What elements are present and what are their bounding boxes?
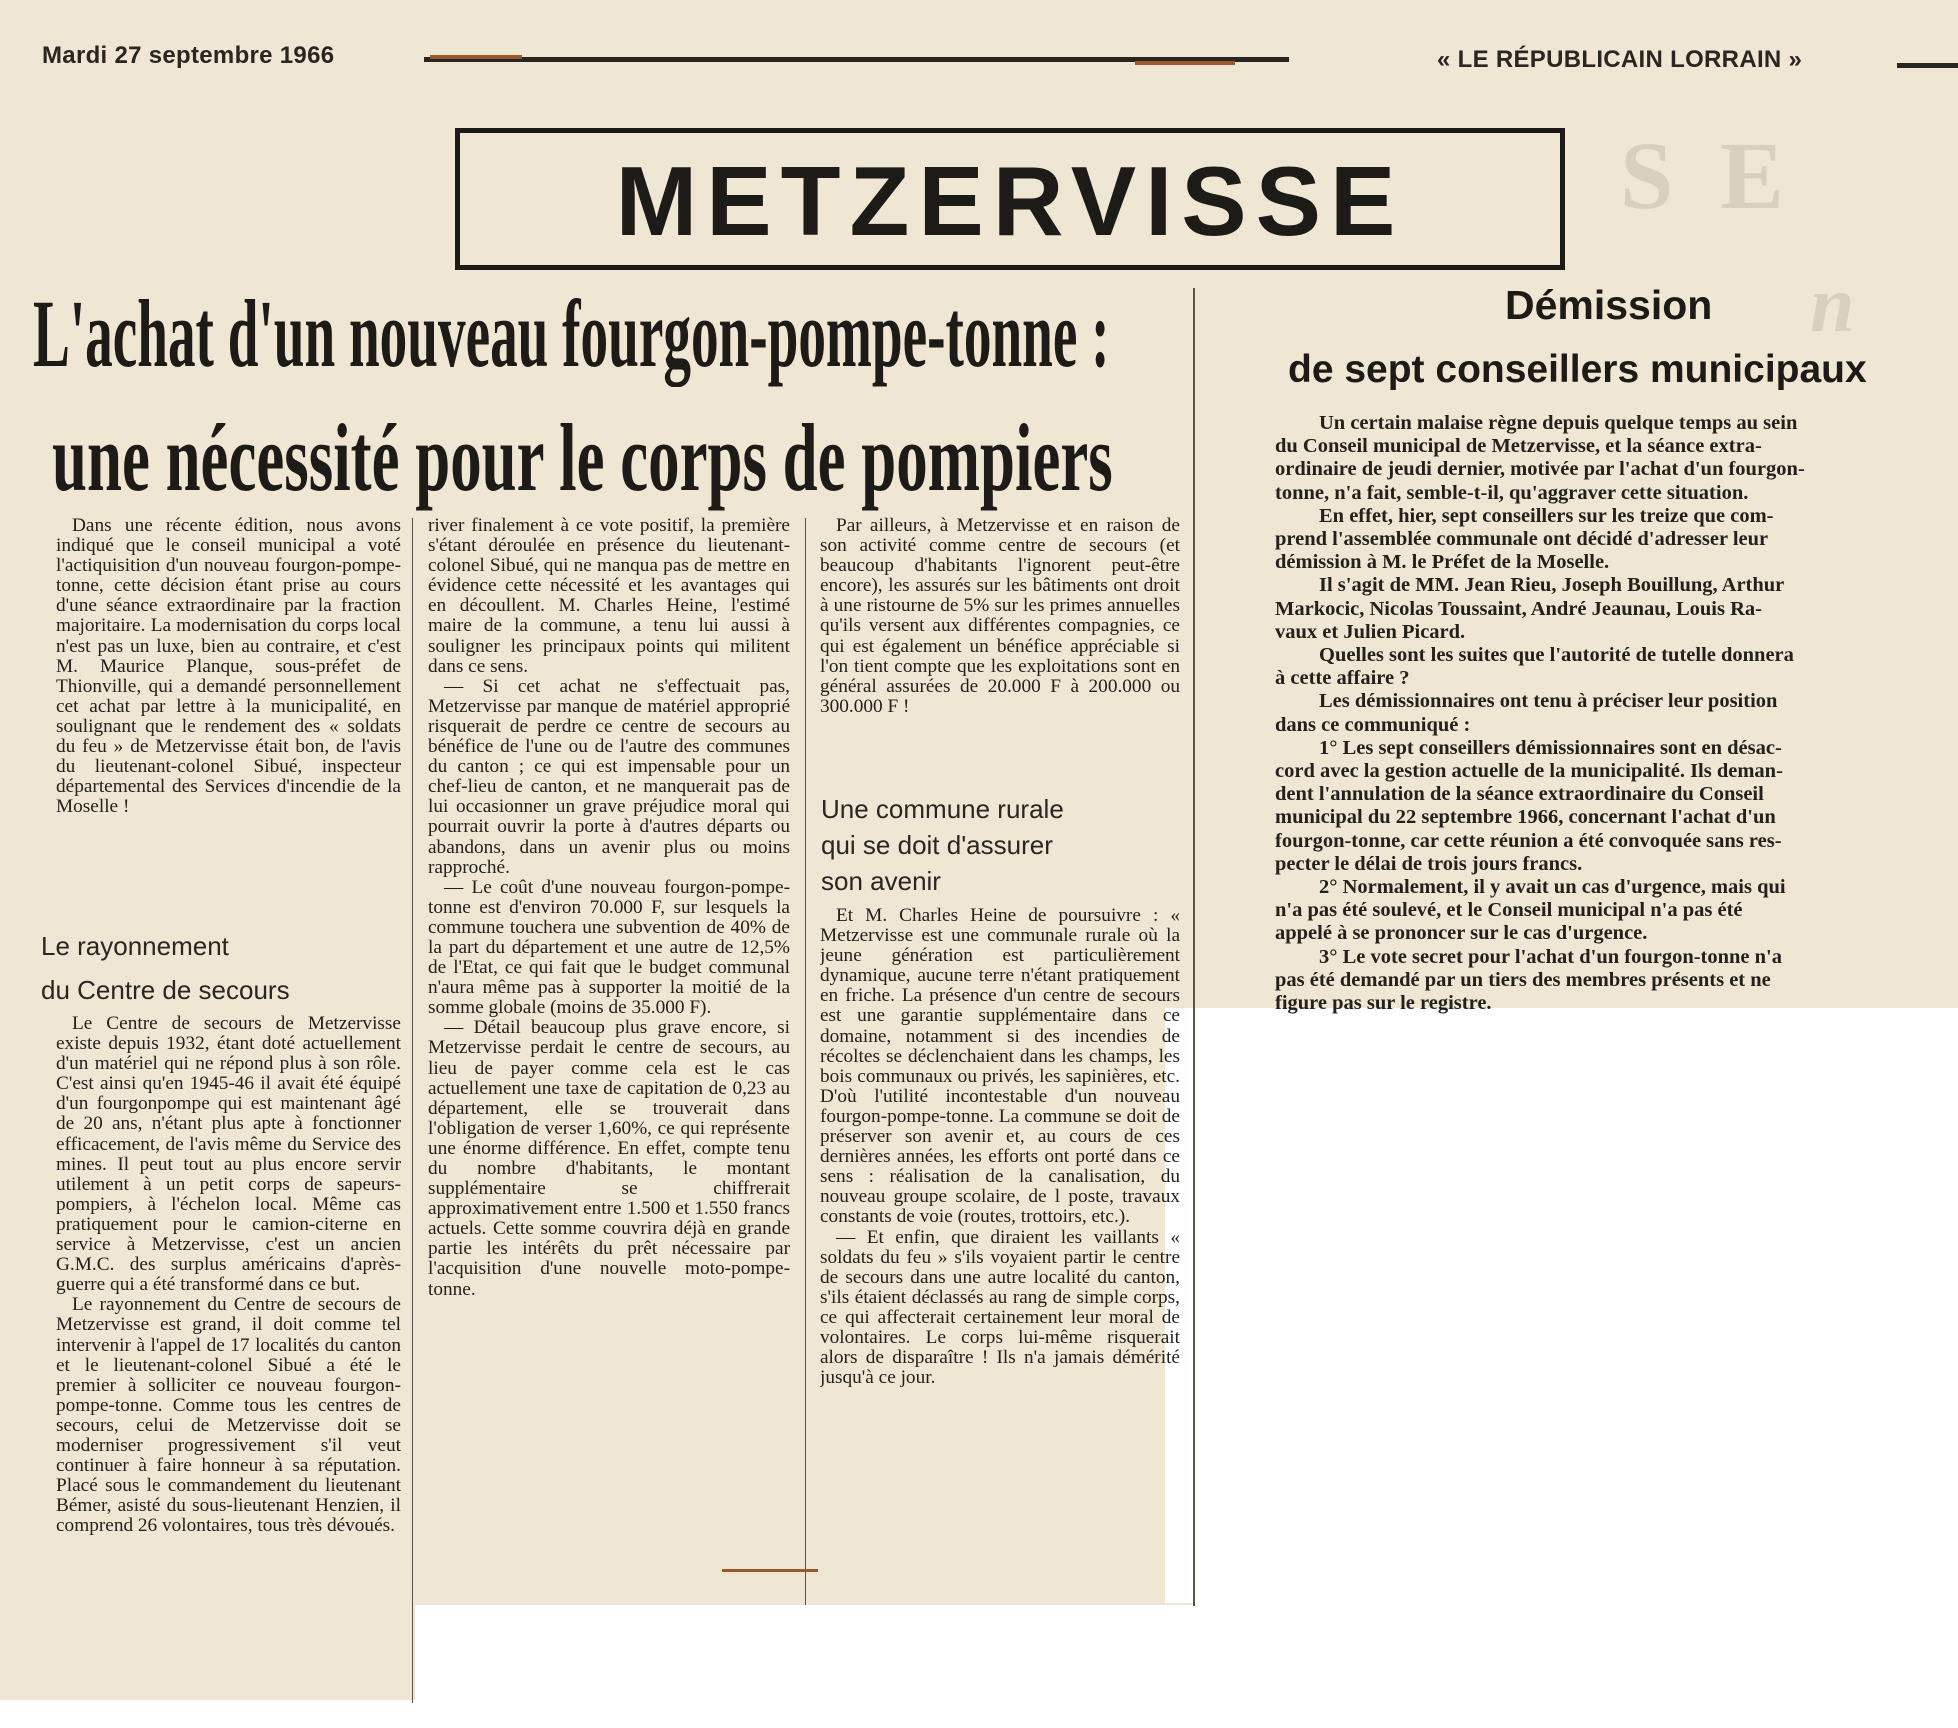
subheading-line: Le rayonnement xyxy=(41,931,229,961)
text-line: vaux et Julien Picard. xyxy=(1275,620,1466,643)
article-column-2 xyxy=(428,516,790,1581)
bleed-through-print: E xyxy=(1720,122,1785,229)
subheading-line: du Centre de secours xyxy=(41,975,290,1005)
paragraph: — Détail beaucoup plus grave encore, si Metzervisse perdait le centre de secours, au lieu de payer comme cela est le cas actuellement une taxe de capitation de 0,23 au département, elle se trouverait dans l'obligation de verser 1,60%, ce qui représente une énorme différence. En effet, compte tenu du nombre d'habitants, le montant supplémentaire se chiffrerait approximativement entre 1.500 et 1.550 francs actuels. Cette somme couvrira déjà en grande partie les intérêts du prêt nécessaire par l'acquisition d'une nouvelle moto-pompe-tonne. xyxy=(428,1017,790,1300)
text-line: prend l'assemblée communale ont décidé d'adresser leur xyxy=(1275,528,1769,551)
text-line: Il s'agit de MM. Jean Rieu, Joseph Bouillung, Arthur xyxy=(1319,574,1785,597)
subheading-commune-rurale xyxy=(821,791,1064,899)
text-line: cord avec la gestion actuelle de la municipalité. Ils deman- xyxy=(1275,760,1783,783)
subheading-line: qui se doit d'assurer xyxy=(821,830,1053,860)
side-article-body xyxy=(1275,412,1958,1015)
text-line: fourgon-tonne, car cette réunion a été convoquée sans res- xyxy=(1275,829,1782,852)
text-line: 1° Les sept conseillers démissionnaires sont en désac- xyxy=(1319,736,1782,759)
side-headline-line2: de sept conseillers municipaux xyxy=(1288,348,1867,391)
text-line: pas été demandé par un tiers des membres présents et ne xyxy=(1275,968,1771,991)
bleed-through-print: S xyxy=(1620,122,1674,229)
text-line: tonne, n'a fait, semble-t-il, qu'aggraver cette situation. xyxy=(1275,481,1749,504)
column-divider xyxy=(1193,288,1195,1606)
text-line: ordinaire de jeudi dernier, motivée par l'achat d'un fourgon- xyxy=(1275,458,1805,481)
text-line: à cette affaire ? xyxy=(1275,667,1410,690)
issue-date: Mardi 27 septembre 1966 xyxy=(42,42,335,69)
paragraph: — Si cet achat ne s'effectuait pas, Metzervisse par manque de matériel approprié risquerait de perdre ce centre de secours au bénéfice de l'une ou de l'autre des communes du canton ; ce qui est impensable pour un chef-lieu de canton, et ne manquerait pas de lui occasionner un grave préjudice moral qui pourrait ouvrir la porte à d'autres départs ou abandons, dans un avenir plus ou moins rapproché. xyxy=(428,675,790,878)
paragraph: — Le coût d'une nouveau fourgon-pompe-tonne est d'environ 70.000 F, sur lesquels la commune touchera une subvention de 40% de la part du département et une autre de 12,5% de l'Etat, ce qui fait que le budget communal n'aura même pas à supporter la moitié de la somme globale (moins de 35.000 F). xyxy=(428,876,790,1019)
tape-mark xyxy=(430,55,522,59)
side-headline-line1: Démission xyxy=(1505,282,1713,328)
article-column-1-intro xyxy=(56,516,401,817)
paragraph: Le Centre de secours de Metzervisse existe depuis 1932, étant doté actuellement d'un matériel qui ne répond plus à son rôle. C'est ainsi qu'en 1945-46 il avait été équipé d'un fourgonpompe qui est maintenant âgé de 20 ans, n'étant plus apte à fonctionner efficacement, de l'avis même du Service des mines. Il peut tout au plus encore servir utilement à un petit corps de sapeurs-pompiers, à l'échelon local. Même cas pratiquement pour le camion-citerne en service à Metzervisse, c'est un ancien G.M.C. des surplus américains d'après-guerre qui a été transformé dans ce but. xyxy=(56,1014,401,1296)
column-divider xyxy=(412,518,413,1703)
paragraph: Dans une récente édition, nous avons indiqué que le conseil municipal a voté l'actiquisition d'un nouveau fourgon-pompe-tonne, cette décision étant prise au cours d'une séance extraordinaire par la fraction majoritaire. La modernisation du corps local n'est pas un luxe, bien au contraire, et c'est M. Maurice Planque, sous-préfet de Thionville, qui a demandé personnellement cet achat par lettre à la municipalité, en soulignant que le rendement des « soldats du feu » de Metzervisse était bon, de l'avis du lieutenant-colonel Sibué, inspecteur départemental des Services d'incendie de la Moselle ! xyxy=(56,515,401,818)
text-line: municipal du 22 septembre 1966, concernant l'achat d'un xyxy=(1275,806,1776,829)
text-line: Markocic, Nicolas Toussaint, André Jeaunau, Louis Ra- xyxy=(1275,597,1762,620)
subheading-line: son avenir xyxy=(821,866,941,896)
text-line: du Conseil municipal de Metzervisse, et la séance extra- xyxy=(1275,435,1762,458)
column-divider xyxy=(805,518,806,1605)
paragraph: Le rayonnement du Centre de secours de Metzervisse est grand, il doit comme tel intervenir à l'appel de 17 localités du canton et le lieutenant-colonel Sibué a été le premier à solliciter ce nouveau fourgon-pompe-tonne. Comme tous les centres de secours, celui de Metzervisse doit se moderniser progressivement s'il veut continuer à faire honneur à sa réputation. Placé sous le commandement du lieutenant Bémer, asisté du sous-lieutenant Henzien, il comprend 26 volontaires, tous très dévoués. xyxy=(56,1294,401,1537)
section-title: METZERVISSE xyxy=(615,146,1405,256)
blank-background-corner xyxy=(0,1700,415,1728)
text-line: pecter le délai de trois jours francs. xyxy=(1275,852,1583,875)
paragraph: river finalement à ce vote positif, la première s'étant déroulée en présence du lieutenant-colonel Sibué, qui ne manqua pas de mettre en évidence cette nécessité et les avantages qui en découllent. M. Charles Heine, l'estimé maire de la commune, a tenu lui aussi à souligner les principaux points qui militent dans ce sens. xyxy=(428,516,790,677)
text-line: démission à M. le Préfet de la Moselle. xyxy=(1275,551,1610,574)
main-headline-line2: une nécessité pour le corps de pompiers xyxy=(52,404,1113,511)
masthead-rule-right xyxy=(1897,63,1958,68)
text-line: 3° Le vote secret pour l'achat d'un fourgon-tonne n'a xyxy=(1319,945,1783,968)
text-line: n'a pas été soulevé, et le Conseil municipal n'a pas été xyxy=(1275,899,1743,922)
paragraph: — Et enfin, que diraient les vaillants « soldats du feu » s'ils voyaient partir le centre de secours dans une autre localité du canton, s'ils étaient déclassés au rang de simple corps, ce qui affecterait certainement leur moral de volontaires. Le corps lui-même risquerait alors de disparaître ! Ils n'a jamais démérité jusqu'à ce jour. xyxy=(820,1226,1180,1389)
article-column-3-top xyxy=(820,516,1180,717)
text-line: 2° Normalement, il y avait un cas d'urgence, mais qui xyxy=(1319,876,1786,899)
text-line: appelé à se prononcer sur le cas d'urgence. xyxy=(1275,922,1648,945)
bleed-through-print: n xyxy=(1810,261,1855,349)
text-line: Un certain malaise règne depuis quelque temps au sein xyxy=(1319,412,1798,434)
blank-background xyxy=(1195,1008,1958,1728)
text-line: En effet, hier, sept conseillers sur les treize que com- xyxy=(1319,504,1774,527)
text-line: figure pas sur le registre. xyxy=(1275,992,1492,1015)
tape-mark xyxy=(1135,61,1235,65)
text-line: dent l'annulation de la séance extraordinaire du Conseil xyxy=(1275,783,1764,806)
text-line: Quelles sont les suites que l'autorité de tutelle donnera xyxy=(1319,644,1794,667)
section-title-box xyxy=(455,128,1565,270)
paragraph: Et M. Charles Heine de poursuivre : « Metzervisse est une communale rurale où la jeune génération est particulièrement dynamique, aucune terre n'étant pratiquement en friche. La présence d'un centre de secours est une garantie supplémentaire dans ce domaine, notamment si des incendies de récoltes se déclenchaient dans les champs, les bois communaux ou privés, les sapinières, etc. D'où l'utilité incontestable d'un nouveau fourgon-pompe-tonne. La commune se doit de préserver son avenir et, au cours de ces dernières années, les efforts ont porté dans ce sens : réalisation de la canalisation, du nouveau groupe scolaire, de l poste, travaux constants de voie (routes, trottoirs, etc.). xyxy=(820,906,1180,1228)
subheading-line: Une commune rurale xyxy=(821,794,1064,824)
paragraph: Par ailleurs, à Metzervisse et en raison de son activité comme centre de secours (et beaucoup d'habitants l'ignorent peut-être encore), les assurés sur les bâtiments ont droit à une ristourne de 5% sur les primes annuelles qu'ils versent aux différentes compagnies, ce qui est également un bénéfice appréciable si l'on tient compte que les exploitations sont en général assurées de 20.000 F à 200.000 ou 300.000 F ! xyxy=(820,515,1180,717)
main-headline-line1: L'achat d'un nouveau fourgon-pompe-tonne : xyxy=(33,280,1110,387)
tape-mark xyxy=(722,1569,818,1572)
text-line: dans ce communiqué : xyxy=(1275,713,1471,736)
text-line: Les démissionnaires ont tenu à préciser leur position xyxy=(1319,690,1778,713)
article-column-1 xyxy=(56,1014,401,1700)
subheading-rayonnement xyxy=(41,924,290,1012)
newspaper-name: « LE RÉPUBLICAIN LORRAIN » xyxy=(1437,46,1803,73)
blank-background-bottom xyxy=(415,1605,1195,1728)
article-column-3 xyxy=(820,906,1180,1596)
